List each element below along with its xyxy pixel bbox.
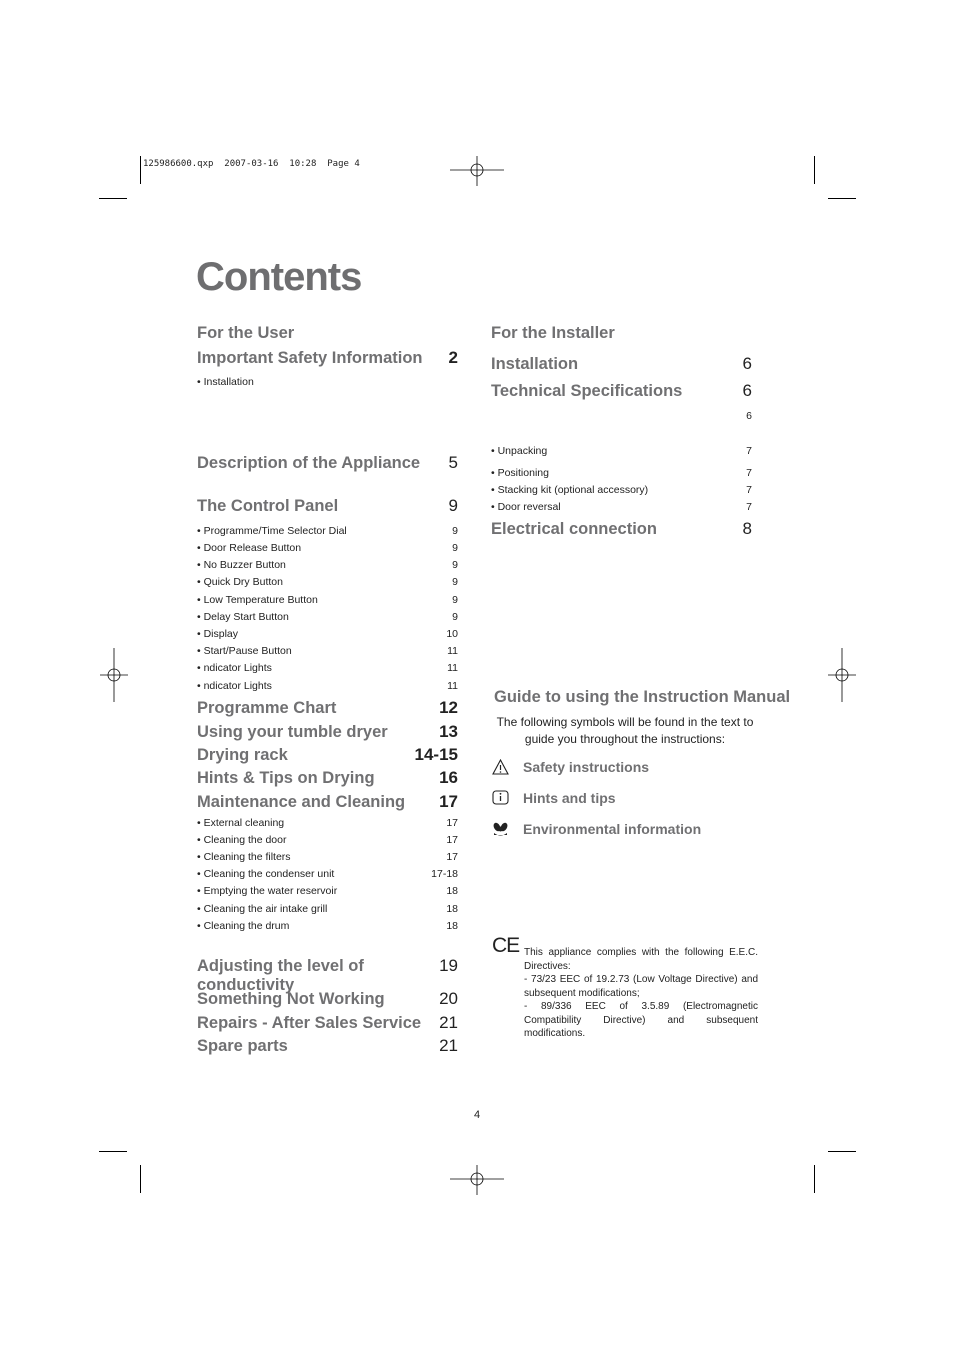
toc-entry-hints-tips[interactable] [197, 768, 458, 788]
toc-label: Description of the Appliance [197, 454, 421, 472]
toc-sub-page: 17-18 [431, 868, 458, 880]
toc-page: 21 [439, 1036, 458, 1055]
guide-title: Guide to using the Instruction Manual [494, 688, 791, 706]
toc-sub-item[interactable] [197, 628, 458, 640]
guide-intro [492, 714, 758, 748]
toc-sub-item[interactable] [197, 868, 458, 880]
toc-entry-programme-chart[interactable] [197, 698, 458, 718]
toc-sub-label: • External cleaning [197, 817, 285, 829]
toc-sub-item[interactable] [197, 680, 458, 692]
toc-sub-label: • Low Temperature Button [197, 594, 318, 606]
toc-page: 6 [742, 381, 752, 400]
toc-page: 9 [448, 496, 458, 515]
toc-sub-item[interactable] [491, 501, 752, 513]
toc-sub-label: • Emptying the water reservoir [197, 885, 338, 897]
toc-page: 20 [439, 989, 458, 1008]
toc-sub-item[interactable] [491, 484, 752, 496]
toc-label: Maintenance and Cleaning [197, 793, 406, 811]
warning-triangle-icon [492, 759, 509, 775]
toc-page: 6 [742, 354, 752, 373]
toc-label: Electrical connection [491, 520, 657, 538]
toc-sub-item[interactable] [197, 611, 458, 623]
toc-sub-page: 18 [446, 903, 458, 915]
ce-mark: CE [492, 934, 520, 957]
toc-sub-page: 6 [746, 410, 752, 422]
toc-sub-label: • Programme/Time Selector Dial [197, 525, 347, 537]
toc-page: 5 [448, 453, 458, 472]
symbol-hints [492, 790, 616, 806]
toc-page: 14-15 [414, 745, 458, 764]
toc-entry-drying-rack[interactable] [197, 745, 458, 765]
toc-sub-page: 17 [446, 817, 458, 829]
toc-sub-page: 11 [447, 680, 458, 692]
printer-slug: 125986600.qxp 2007-03-16 10:28 Page 4 [143, 159, 360, 169]
symbol-safety [492, 759, 649, 775]
toc-entry-not-working[interactable] [197, 989, 458, 1009]
toc-label: Something Not Working [197, 990, 385, 1008]
symbol-environment [492, 821, 701, 837]
toc-sub-label: • Cleaning the door [197, 834, 287, 846]
toc-sub-label: • No Buzzer Button [197, 559, 286, 571]
toc-label: Adjusting the level of conductivity [197, 957, 364, 994]
toc-sub-page: 18 [446, 885, 458, 897]
toc-sub-item[interactable] [197, 834, 458, 846]
toc-sub-page: 7 [746, 445, 752, 457]
toc-sub-item[interactable] [197, 594, 458, 606]
toc-label: Technical Specifications [491, 382, 683, 400]
toc-sub-item[interactable] [197, 817, 458, 829]
toc-sub-label: • Stacking kit (optional accessory) [491, 484, 649, 496]
toc-entry-electrical[interactable] [491, 519, 752, 539]
registration-mark-top [450, 156, 504, 186]
guide-intro-line: guide you throughout the instructions: [524, 732, 726, 746]
toc-sub-page: 17 [446, 851, 458, 863]
registration-mark-bottom [450, 1165, 504, 1195]
toc-sub-item[interactable] [197, 885, 458, 897]
toc-label: Programme Chart [197, 699, 337, 717]
ce-line: - 73/23 EEC of 19.2.73 (Low Voltage Directive) and subsequent modifications; [524, 974, 758, 999]
toc-sub-label: • Positioning [491, 467, 549, 479]
toc-sub-label: • Door Release Button [197, 542, 302, 554]
toc-sub-label: • Cleaning the filters [197, 851, 291, 863]
for-the-user-heading: For the User [197, 324, 295, 342]
toc-entry-control-panel[interactable] [197, 496, 458, 516]
ce-line: - 89/336 EEC of 3.5.89 (Electromagnetic Compatibility Directive) and subsequent modifications. [524, 1001, 758, 1039]
toc-label: Hints & Tips on Drying [197, 769, 375, 787]
toc-entry-installation[interactable] [491, 354, 752, 374]
toc-entry-repairs[interactable] [197, 1013, 458, 1033]
toc-page: 17 [439, 792, 458, 811]
toc-sub-page: 11 [447, 662, 458, 674]
toc-sub-label: • Delay Start Button [197, 611, 289, 623]
toc-entry-description[interactable] [197, 453, 458, 473]
toc-page: 12 [439, 698, 458, 717]
toc-sub-page: 7 [746, 484, 752, 496]
registration-mark-right [828, 648, 856, 702]
toc-sub-page: 11 [447, 645, 458, 657]
toc-sub-label: • Cleaning the drum [197, 920, 290, 932]
toc-page: 13 [439, 722, 458, 741]
toc-sub-label: • Cleaning the air intake grill [197, 903, 328, 915]
toc-label: Repairs - After Sales Service [197, 1014, 422, 1032]
toc-page: 21 [439, 1013, 458, 1032]
toc-sub-item[interactable] [197, 645, 458, 657]
toc-entry-tech-specs[interactable] [491, 381, 752, 401]
toc-sub-label: • Door reversal [491, 501, 561, 513]
symbol-label: Environmental information [523, 821, 702, 837]
toc-sub-label: • Quick Dry Button [197, 576, 283, 588]
toc-sub-label: • ndicator Lights [197, 680, 272, 692]
toc-label: Important Safety Information [197, 349, 423, 367]
registration-mark-left [100, 648, 128, 702]
toc-sub-page: 9 [452, 542, 458, 554]
toc-sub-label: • Display [197, 628, 239, 640]
toc-sub-label: • Start/Pause Button [197, 645, 292, 657]
toc-sub-page: 9 [452, 525, 458, 537]
toc-sub-label: • Cleaning the condenser unit [197, 868, 335, 880]
toc-sub-page: 7 [746, 467, 752, 479]
toc-page: 19 [439, 956, 458, 975]
toc-sub-page: 18 [446, 920, 458, 932]
toc-page: 8 [742, 519, 752, 538]
symbol-label: Hints and tips [523, 790, 616, 806]
toc-sub-page: 10 [446, 628, 458, 640]
toc-sub-item[interactable] [491, 445, 752, 457]
page-title: Contents [196, 255, 362, 299]
toc-sub-item[interactable] [197, 662, 458, 674]
page-number: 4 [473, 1109, 481, 1121]
info-icon [492, 790, 509, 806]
toc-entry-maintenance[interactable] [197, 792, 458, 812]
toc-sub-page: 9 [452, 594, 458, 606]
toc-sub-item[interactable] [197, 576, 458, 588]
ce-statement [524, 946, 758, 1041]
toc-sub-installation[interactable]: • Installation [197, 376, 254, 388]
toc-sub-item[interactable] [197, 559, 458, 571]
guide-intro-line: The following symbols will be found in the text to [496, 715, 754, 729]
toc-sub-page: 9 [452, 559, 458, 571]
toc-label: The Control Panel [197, 497, 339, 515]
toc-sub-page: 17 [446, 834, 458, 846]
flower-icon [492, 821, 509, 837]
toc-sub-item[interactable] [197, 542, 458, 554]
toc-sub-page: 9 [452, 611, 458, 623]
toc-sub-item[interactable] [197, 851, 458, 863]
toc-label: Using your tumble dryer [197, 723, 388, 741]
for-the-installer-heading: For the Installer [491, 324, 615, 342]
toc-entry-safety[interactable] [197, 348, 458, 368]
toc-sub-label: • Unpacking [491, 445, 548, 457]
toc-sub-page: 9 [452, 576, 458, 588]
toc-entry-using-dryer[interactable] [197, 722, 458, 742]
ce-line: This appliance complies with the following E.E.C. Directives: [524, 947, 758, 972]
symbol-label: Safety instructions [523, 759, 650, 775]
toc-sub-label: • ndicator Lights [197, 662, 272, 674]
toc-sub-item[interactable] [197, 525, 458, 537]
toc-sub-item[interactable] [491, 467, 752, 479]
toc-label: Drying rack [197, 746, 288, 764]
toc-page: 2 [448, 348, 458, 367]
toc-label: Spare parts [197, 1037, 288, 1055]
toc-sub-page: 7 [746, 501, 752, 513]
toc-entry-spare-parts[interactable] [197, 1036, 458, 1056]
toc-sub-item[interactable] [197, 920, 458, 932]
toc-sub-item[interactable] [197, 903, 458, 915]
toc-page: 16 [439, 768, 458, 787]
toc-label: Installation [491, 355, 579, 373]
